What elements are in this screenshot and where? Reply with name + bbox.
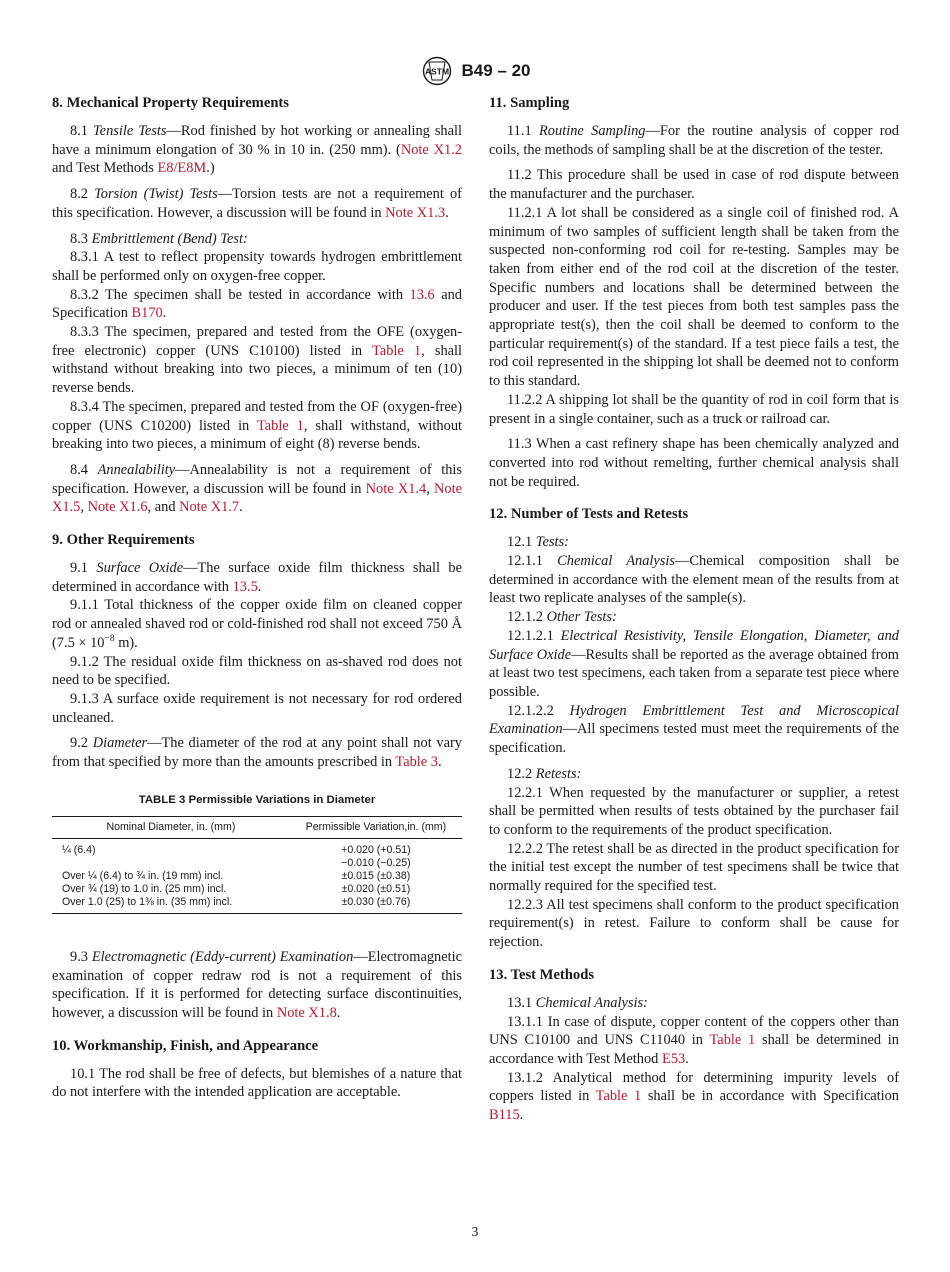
astm-logo-icon xyxy=(420,56,454,86)
para-11-1: 11.1 Routine Sampling—For the routine analysis of copper rod coils, the methods of sampling shall be at the discretion of the tester. xyxy=(489,123,899,158)
table-row xyxy=(52,870,462,883)
ref-table-1[interactable]: Table 1 xyxy=(372,342,422,359)
table-cell: ±0.020 (±0.51) xyxy=(341,882,411,895)
table-3 xyxy=(52,794,462,914)
para-12-2-2: 12.2.2 The retest shall be as directed in the product specification for the initial test except the number of test specimens shall be twice that normally required for the specified test. xyxy=(489,840,899,895)
para-12-1-2-1: 12.1.2.1 Electrical Resistivity, Tensile Elongation, Diameter, and Surface Oxide—Results shall be reported as the average obtained from at least two test specimens, each taken from a separate test piece where possible. xyxy=(489,627,899,700)
para-11-2-2: 11.2.2 A shipping lot shall be the quantity of rod in coil form that is present in a single container, such as a truck or railroad car. xyxy=(489,391,899,427)
ref-13-5[interactable]: 13.5 xyxy=(232,578,258,595)
page-number: 3 xyxy=(471,1224,479,1239)
table-header-permissible-variation: Permissible Variation,in. (mm) xyxy=(290,816,462,838)
para-9-3: 9.3 Electromagnetic (Eddy-current) Examination—Electromagnetic examination of copper redraw rod is not a requirement of this specification. If it is performed for detecting surface discontinuities, however, a discussion will be found in Note X1.8. xyxy=(52,948,462,1021)
ref-table-1[interactable]: Table 1 xyxy=(709,1032,756,1049)
table-3-title: TABLE 3 Permissible Variations in Diameter xyxy=(138,793,376,806)
ref-note-x1-3[interactable]: Note X1.3 xyxy=(385,204,446,221)
table-header-nominal-diameter: Nominal Diameter, in. (mm) xyxy=(52,816,290,838)
para-12-1-2-2: 12.1.2.2 Hydrogen Embrittlement Test and Microscopical Examination—All specimens tested must meet the requirements of the specification. xyxy=(489,702,899,757)
para-8-1: 8.1 Tensile Tests—Rod finished by hot working or annealing shall have a minimum elongation of 30 % in 10 in. (250 mm). (Note X1.2 and Test Methods E8/E8M.) xyxy=(52,123,463,177)
table-cell: Over ¾ (19) to 1.0 in. (25 mm) incl. xyxy=(62,882,227,895)
table-row xyxy=(52,838,462,870)
section-13-heading: 13. Test Methods xyxy=(489,966,595,983)
para-12-1-2: 12.1.2 Other Tests: xyxy=(507,609,617,626)
table-cell: ±0.030 (±0.76) xyxy=(341,895,411,908)
para-13-1-1: 13.1.1 In case of dispute, copper content of the coppers other than UNS C10100 and UNS C11040 in Table 1 shall be determined in accordance with Test Method E53. xyxy=(489,1013,899,1067)
ref-note-x1-6[interactable]: Note X1.6 xyxy=(87,499,148,516)
para-8-3: 8.3 Embrittlement (Bend) Test: xyxy=(70,230,248,247)
para-12-1-1: 12.1.1 Chemical Analysis—Chemical composition shall be determined in accordance with the element mean of the results from at least two replicate analyses of the sample(s). xyxy=(489,553,899,607)
para-8-2: 8.2 Torsion (Twist) Tests—Torsion tests are not a requirement of this specification. However, a discussion will be found in Note X1.3. xyxy=(52,186,462,221)
table-cell: Over 1.0 (25) to 1⅜ in. (35 mm) incl. xyxy=(62,895,233,908)
astm-logo-text: ASTM xyxy=(424,66,449,77)
table-row xyxy=(52,896,462,914)
para-11-2: 11.2 This procedure shall be used in case of rod dispute between the manufacturer and the purchaser. xyxy=(489,167,899,203)
para-8-3-1: 8.3.1 A test to reflect propensity towards hydrogen embrittlement shall be performed only on oxygen-free copper. xyxy=(52,249,462,284)
para-13-1: 13.1 Chemical Analysis: xyxy=(507,994,648,1011)
ref-table-1[interactable]: Table 1 xyxy=(256,417,304,434)
table-cell: Over ¼ (6.4) to ¾ in. (19 mm) incl. xyxy=(62,869,224,882)
ref-note-x1-5[interactable]: Note X1.5 xyxy=(52,480,462,516)
para-10-1: 10.1 The rod shall be free of defects, but blemishes of a nature that do not interfere with the intended application are acceptable. xyxy=(52,1065,462,1101)
ref-note-x1-7[interactable]: Note X1.7 xyxy=(179,499,240,516)
ref-b170[interactable]: B170 xyxy=(131,305,163,322)
ref-e53[interactable]: E53 xyxy=(661,1050,686,1067)
table-cell: +0.020 (+0.51) −0.010 (−0.25) xyxy=(341,843,411,869)
para-9-1: 9.1 Surface Oxide—The surface oxide film thickness shall be determined in accordance with 13.5. xyxy=(52,560,462,595)
table-cell: ¼ (6.4) xyxy=(62,843,96,856)
ref-note-x1-8[interactable]: Note X1.8 xyxy=(276,1004,337,1021)
left-column xyxy=(52,94,462,1102)
ref-13-6[interactable]: 13.6 xyxy=(409,286,435,303)
para-9-1-2: 9.1.2 The residual oxide film thickness on as-shaved rod does not need to be specified. xyxy=(52,653,462,689)
para-9-1-3: 9.1.3 A surface oxide requirement is not necessary for rod ordered uncleaned. xyxy=(52,690,462,726)
ref-table-3[interactable]: Table 3 xyxy=(395,754,438,771)
para-9-1-1: 9.1.1 Total thickness of the copper oxide film on cleaned copper rod or annealed shaved rod or cold-finished rod shall not exceed 750 Å ($7.5 \times 10^{-8}$ m). xyxy=(52,597,462,651)
section-9-heading: 9. Other Requirements xyxy=(52,532,195,549)
ref-table-1[interactable]: Table 1 xyxy=(595,1088,642,1105)
section-12-heading: 12. Number of Tests and Retests xyxy=(489,506,689,523)
para-8-4: 8.4 Annealability—Annealability is not a requirement of this specification. However, a discussion will be found in Note X1.4, Note X1.5, Note X1.6, and Note X1.7. xyxy=(52,461,462,516)
para-13-1-2: 13.1.2 Analytical method for determining impurity levels of coppers listed in Table 1 shall be in accordance with Specification B115. xyxy=(489,1069,899,1124)
para-11-2-1: 11.2.1 A lot shall be considered as a single coil of finished rod. A minimum of two samples of sufficient length shall be taken from the suspected non-conforming rod coil for re-testing. Samples may be taken from either end of the rod coil at the discretion of the tester. Specific numbers and locations shall be determined between the producer and user. If the test pieces from both test samples pass the appropriate test(s), then the coil shall be deemed to conform to the particular requirement(s) of the standard. If a test piece fails a test, the rod coil represented in the shipping lot shall be deemed not to conform to this standard. xyxy=(489,204,899,390)
para-8-3-2: 8.3.2 The specimen shall be tested in accordance with 13.6 and Specification B170. xyxy=(52,286,462,322)
ref-note-x1-4[interactable]: Note X1.4 xyxy=(365,480,427,497)
section-8-heading: 8. Mechanical Property Requirements xyxy=(52,95,289,111)
para-11-3: 11.3 When a cast refinery shape has been chemically analyzed and converted into rod without remelting, further chemical analysis shall not be required. xyxy=(489,436,899,490)
para-12-2: 12.2 Retests: xyxy=(507,765,582,782)
para-8-3-4: 8.3.4 The specimen, prepared and tested from the OF (oxygen-free) copper (UNS C10200) listed in Table 1, shall withstand, without breaking into two pieces, a minimum of eight (8) reverse bends. xyxy=(52,398,463,453)
section-11-heading: 11. Sampling xyxy=(489,95,570,111)
section-10-heading: 10. Workmanship, Finish, and Appearance xyxy=(52,1037,319,1054)
ref-b115[interactable]: B115 xyxy=(489,1107,520,1124)
para-9-2: 9.2 Diameter—The diameter of the rod at any point shall not vary from that specified by more than the amounts prescribed in Table 3. xyxy=(52,735,462,771)
para-8-3-3: 8.3.3 The specimen, prepared and tested from the OFE (oxygen-free electronic) copper (UNS C10100) listed in Table 1, shall withstand without breaking into two pieces, a minimum of ten (10) reverse bends. xyxy=(52,324,463,397)
para-12-2-1: 12.2.1 When requested by the manufacturer or supplier, a retest shall be permitted when results of tests obtained by the purchaser fail to conform to the requirements of the product specification. xyxy=(489,784,899,838)
table-cell: ±0.015 (±0.38) xyxy=(341,869,411,882)
document-designation: B49 – 20 xyxy=(461,61,531,80)
ref-note-x1-2[interactable]: Note X1.2 xyxy=(400,141,462,158)
para-12-1: 12.1 Tests: xyxy=(507,534,569,551)
page-header xyxy=(0,56,950,86)
para-12-2-3: 12.2.3 All test specimens shall conform to the product specification requirement(s) in retest. Failure to conform shall be cause for rejection. xyxy=(489,896,899,951)
right-column xyxy=(489,94,899,1125)
table-row xyxy=(52,883,462,896)
ref-e8-e8m[interactable]: E8/E8M xyxy=(157,160,207,177)
